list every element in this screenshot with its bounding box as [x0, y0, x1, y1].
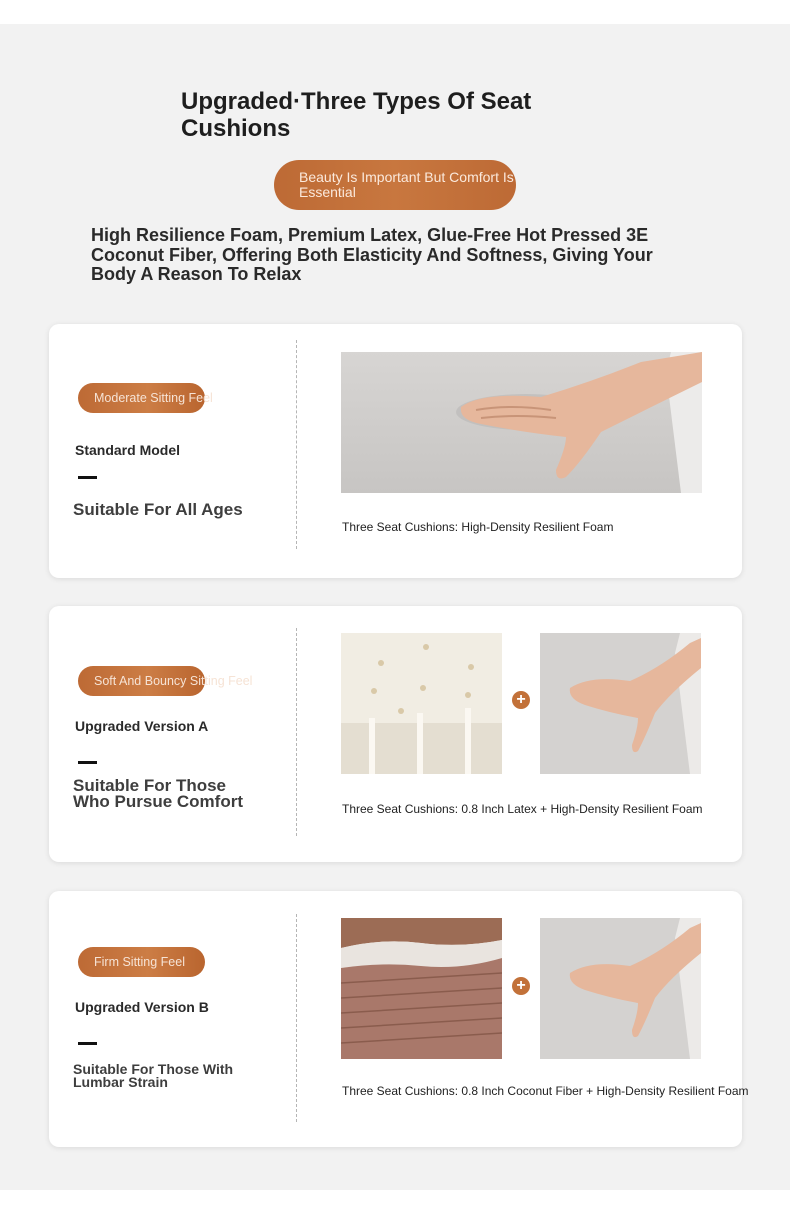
- model-name: Upgraded Version A: [75, 718, 209, 734]
- suitable-text: Suitable For Those With Lumbar Strain: [73, 1061, 234, 1090]
- cushion-card-standard: [49, 324, 742, 578]
- plus-icon: +: [512, 691, 530, 709]
- foam-photo: [540, 918, 701, 1059]
- dashed-divider: [296, 628, 297, 836]
- dashed-divider: [296, 340, 297, 549]
- suitable-text: Suitable For All Ages: [73, 500, 243, 519]
- model-name: Standard Model: [75, 442, 181, 458]
- suitable-text: Suitable For Those Who Pursue Comfort: [73, 776, 243, 811]
- feel-badge: Moderate Sitting Feel: [78, 383, 205, 413]
- feel-badge: Firm Sitting Feel: [78, 947, 205, 977]
- cushion-caption: Three Seat Cushions: 0.8 Inch Coconut Fiber + High-Density Resilient Foam: [342, 1084, 749, 1098]
- cushion-caption: Three Seat Cushions: 0.8 Inch Latex + High-Density Resilient Foam: [342, 802, 703, 816]
- foam-photo: [341, 352, 702, 493]
- cushion-card-version-a: [49, 606, 742, 862]
- feel-badge: Soft And Bouncy Sitting Feel: [78, 666, 205, 696]
- latex-photo: [341, 633, 502, 774]
- page-title: Upgraded·Three Types Of Seat Cushions: [181, 88, 532, 142]
- tagline-badge: Beauty Is Important But Comfort Is Essential: [274, 160, 516, 210]
- divider-dash: [78, 476, 97, 479]
- divider-dash: [78, 1042, 97, 1045]
- dashed-divider: [296, 914, 297, 1122]
- cushion-caption: Three Seat Cushions: High-Density Resilient Foam: [342, 520, 614, 534]
- cushion-card-version-b: [49, 891, 749, 1147]
- coconut-fiber-photo: [341, 918, 502, 1059]
- divider-dash: [78, 761, 97, 764]
- intro-text: High Resilience Foam, Premium Latex, Glue-Free Hot Pressed 3E Coconut Fiber, Offering Both Elasticity And Softness, Giving Your Body A Reason To Relax: [91, 225, 653, 284]
- foam-photo: [540, 633, 701, 774]
- plus-icon: +: [512, 977, 530, 995]
- model-name: Upgraded Version B: [75, 999, 209, 1015]
